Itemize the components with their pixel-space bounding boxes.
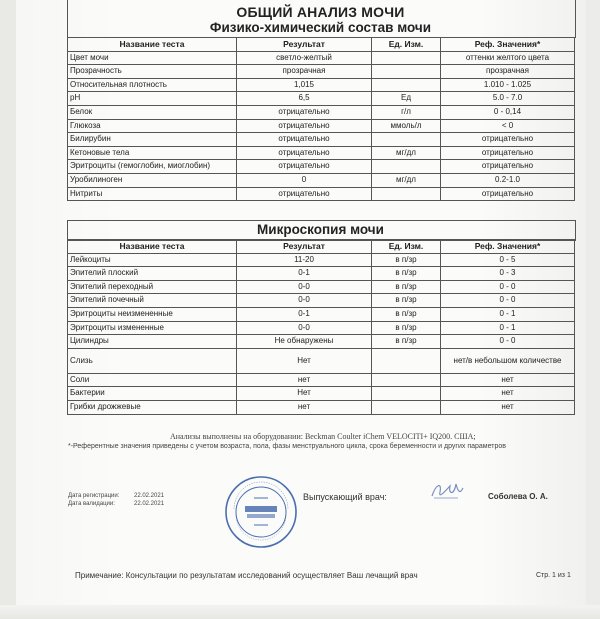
result-cell: отрицательно [237,187,372,201]
test-name-cell: Кетоновые тела [68,146,237,160]
units-cell: в п/зр [372,307,441,321]
col-units: Ед. Изм. [372,240,441,254]
registration-block [68,491,165,509]
result-cell: 0-0 [237,294,372,308]
reference-cell: нет [441,400,575,414]
table-row [68,267,575,281]
col-reference: Реф. Значения* [441,240,575,254]
micro-title: Микроскопия мочи [257,222,384,237]
result-cell: нет [237,400,372,414]
reference-cell: нет/в небольшом количестве [441,348,575,373]
reference-cell: отрицательно [441,146,575,160]
table-row [68,307,575,321]
page-edge-left [0,0,16,619]
units-cell [372,387,441,401]
report-subtitle: Физико-химический состав мочи [209,20,432,35]
table-row [68,173,575,187]
reference-cell: прозрачная [441,65,575,79]
units-cell: г/л [372,105,441,119]
result-cell: 0-1 [237,307,372,321]
units-cell [372,51,441,65]
table-row [68,187,575,201]
reference-cell: нет [441,387,575,401]
reference-cell: отрицательно [441,160,575,174]
reference-cell: 0 - 0 [441,280,575,294]
table-row [68,253,575,267]
test-name-cell: Соли [68,373,237,387]
table-row [68,294,575,308]
reference-cell: 0 - 0 [441,335,575,349]
reference-cell: оттенки желтого цвета [441,51,575,65]
result-cell: нет [237,373,372,387]
test-name-cell: Лейкоциты [68,253,237,267]
units-cell [372,133,441,147]
reference-cell: 1.010 - 1.025 [441,78,575,92]
footer-note: Примечание: Консультации по результатам исследований осуществляет Ваш лечащий врач [75,571,418,580]
reference-cell: 0 - 3 [441,267,575,281]
result-cell: Нет [237,348,372,373]
table-row [68,105,575,119]
test-name-cell: Цвет мочи [68,51,237,65]
reference-note: *-Референтные значения приведены с учетом возраста, пола, фазы менструального цикла, срока беременности и других параметров [68,443,506,450]
table-row [68,51,575,65]
result-cell: 6,5 [237,92,372,106]
col-reference: Реф. Значения* [441,38,575,52]
reg-date: 22.02.2021 [134,493,165,499]
table-row [68,400,575,414]
result-cell: отрицательно [237,146,372,160]
col-result: Результат [237,240,372,254]
val-date: 22.02.2021 [134,501,165,507]
units-cell [372,187,441,201]
test-name-cell: Глюкоза [68,119,237,133]
units-cell [372,78,441,92]
doctor-label: Выпускающий врач: [303,492,387,502]
result-cell: Нет [237,387,372,401]
reference-cell: < 0 [441,119,575,133]
result-cell: Не обнаружены [237,335,372,349]
test-name-cell: pH [68,92,237,106]
units-cell: ммоль/л [372,119,441,133]
doctor-signature [428,478,466,504]
result-cell: 0 [237,173,372,187]
reference-cell: 0 - 1 [441,307,575,321]
test-name-cell: Прозрачность [68,65,237,79]
page-edge-right [586,0,600,619]
result-cell: 0-0 [237,321,372,335]
table-row [68,78,575,92]
reference-cell: отрицательно [441,187,575,201]
test-name-cell: Эпителий переходный [68,280,237,294]
micro-header-row [68,240,575,254]
units-cell [372,400,441,414]
test-name-cell: Эпителий плоский [68,267,237,281]
col-test-name: Название теста [68,240,237,254]
table-row [68,387,575,401]
units-cell: в п/зр [372,280,441,294]
test-name-cell: Эритроциты измененные [68,321,237,335]
reference-cell: 5.0 - 7.0 [441,92,575,106]
table-row [68,160,575,174]
reference-cell: 0 - 5 [441,253,575,267]
val-label: Дата валидации: [68,501,115,507]
units-cell: в п/зр [372,335,441,349]
table-row [68,65,575,79]
test-name-cell: Цилиндры [68,335,237,349]
result-cell: отрицательно [237,160,372,174]
result-cell: 0-0 [237,280,372,294]
table-row [68,280,575,294]
chem-table [67,37,575,201]
equipment-note: Анализы выполнены на оборудовании: Beckman Coulter iChem VELOCITI+ IQ200. США; [170,432,476,441]
micro-table [67,239,575,415]
result-cell: светло-желтый [237,51,372,65]
col-test-name: Название теста [68,38,237,52]
result-cell: отрицательно [237,133,372,147]
reference-cell: 0.2-1.0 [441,173,575,187]
units-cell [372,348,441,373]
test-name-cell: Билирубин [68,133,237,147]
table-row [68,348,575,373]
result-cell: прозрачная [237,65,372,79]
result-cell: 0-1 [237,267,372,281]
test-name-cell: Уробилиноген [68,173,237,187]
reg-label: Дата регистрации: [68,493,120,499]
table-row [68,92,575,106]
col-units: Ед. Изм. [372,38,441,52]
result-cell: отрицательно [237,105,372,119]
units-cell: в п/зр [372,267,441,281]
reference-cell: 0 - 0 [441,294,575,308]
units-cell [372,373,441,387]
reference-cell: нет [441,373,575,387]
units-cell: в п/зр [372,253,441,267]
clinic-stamp [224,475,298,549]
reference-cell: 0 - 1 [441,321,575,335]
result-cell: 1,015 [237,78,372,92]
units-cell: в п/зр [372,321,441,335]
table-row [68,321,575,335]
test-name-cell: Белок [68,105,237,119]
table-row [68,119,575,133]
result-cell: отрицательно [237,119,372,133]
units-cell: в п/зр [372,294,441,308]
reference-cell: отрицательно [441,133,575,147]
table-row [68,146,575,160]
units-cell: мг/дл [372,173,441,187]
table-row [68,133,575,147]
test-name-cell: Эритроциты неизмененные [68,307,237,321]
test-name-cell: Нитриты [68,187,237,201]
test-name-cell: Относительная плотность [68,78,237,92]
table-row [68,373,575,387]
col-result: Результат [237,38,372,52]
chem-header-row [68,38,575,52]
doctor-name: Соболева О. А. [488,492,548,501]
test-name-cell: Слизь [68,348,237,373]
test-name-cell: Бактерии [68,387,237,401]
units-cell: Ед [372,92,441,106]
report-title: ОБЩИЙ АНАЛИЗ МОЧИ [236,4,405,20]
page-number: Стр. 1 из 1 [536,572,571,579]
units-cell [372,65,441,79]
result-cell: 11-20 [237,253,372,267]
test-name-cell: Грибки дрожжевые [68,400,237,414]
table-row [68,335,575,349]
units-cell [372,160,441,174]
page-shadow [0,605,600,619]
test-name-cell: Эритроциты (гемоглобин, миоглобин) [68,160,237,174]
test-name-cell: Эпителий почечный [68,294,237,308]
units-cell: мг/дл [372,146,441,160]
reference-cell: 0 - 0,14 [441,105,575,119]
